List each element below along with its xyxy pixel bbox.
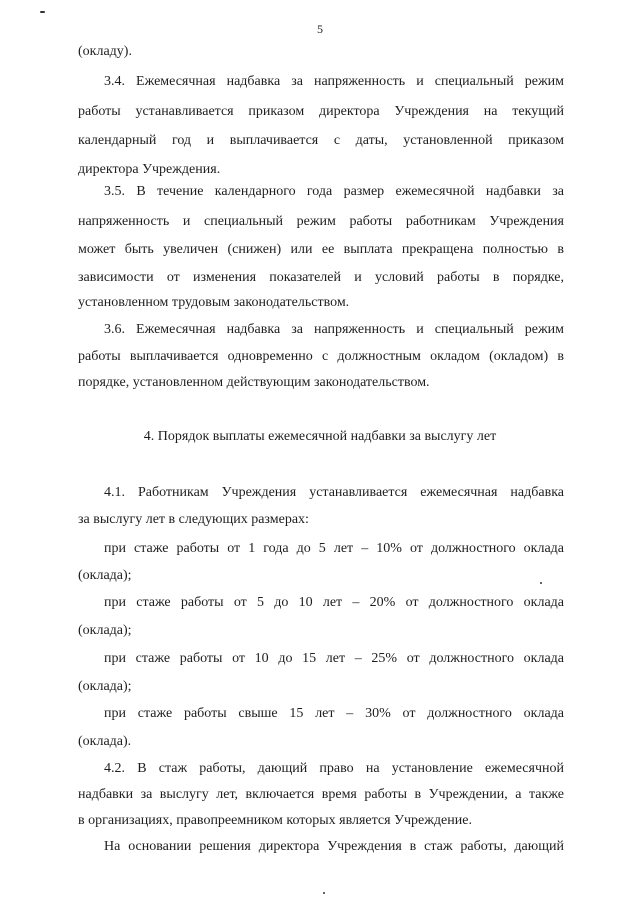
paragraph-3-4-first-line: 3.4. Ежемесячная надбавка за напряженность и специальный режим [104,74,564,89]
paragraph-3-5-first-line: 3.5. В течение календарного года размер ежемесячной надбавки за [104,184,564,199]
text-line: (оклада). [78,734,132,749]
paragraph-4-2-first-line: 4.2. В стаж работы, дающий право на установление ежемесячной [104,761,564,776]
text-line: директора Учреждения. [78,162,221,177]
paragraph-3-6-first-line: 3.6. Ежемесячная надбавка за напряженность и специальный режим [104,322,564,337]
scan-speck [540,582,542,584]
text-line: может быть увеличен (снижен) или ее выплата прекращена полностью в [78,242,564,257]
text-line: (оклада); [78,568,132,583]
scan-speck [323,892,325,894]
text-line: надбавки за выслугу лет, включается время работы в Учреждении, а также [78,787,564,802]
text-line: порядке, установленном действующим законодательством. [78,375,430,390]
scan-speck [40,11,45,13]
seniority-item-3: при стаже работы от 10 до 15 лет – 25% от должностного оклада [104,651,564,666]
seniority-item-4: при стаже работы свыше 15 лет – 30% от должностного оклада [104,706,564,721]
text-line: в организациях, правопреемником которых является Учреждение. [78,813,472,828]
text-line: (окладу). [78,44,132,59]
text-line: за выслугу лет в следующих размерах: [78,512,309,527]
paragraph-continuation-first-line: На основании решения директора Учреждения в стаж работы, дающий [104,839,564,854]
text-line: календарный год и выплачивается с даты, установленной приказом [78,133,564,148]
text-line: зависимости от изменения показателей и условий работы в порядке, [78,270,564,285]
text-line: (оклада); [78,623,132,638]
seniority-item-2: при стаже работы от 5 до 10 лет – 20% от должностного оклада [104,595,564,610]
text-line: работы выплачивается одновременно с должностным окладом (окладом) в [78,349,564,364]
paragraph-4-1-first-line: 4.1. Работникам Учреждения устанавливается ежемесячная надбавка [104,485,564,500]
text-line: установленном трудовым законодательством. [78,295,350,310]
text-line: (оклада); [78,679,132,694]
page-number: 5 [317,22,323,36]
text-line: напряженность и специальный режим работы работникам Учреждения [78,214,564,229]
section-4-heading: 4. Порядок выплаты ежемесячной надбавки за выслугу лет [143,429,497,444]
seniority-item-1: при стаже работы от 1 года до 5 лет – 10% от должностного оклада [104,541,564,556]
text-line: работы устанавливается приказом директора Учреждения на текущий [78,104,564,119]
